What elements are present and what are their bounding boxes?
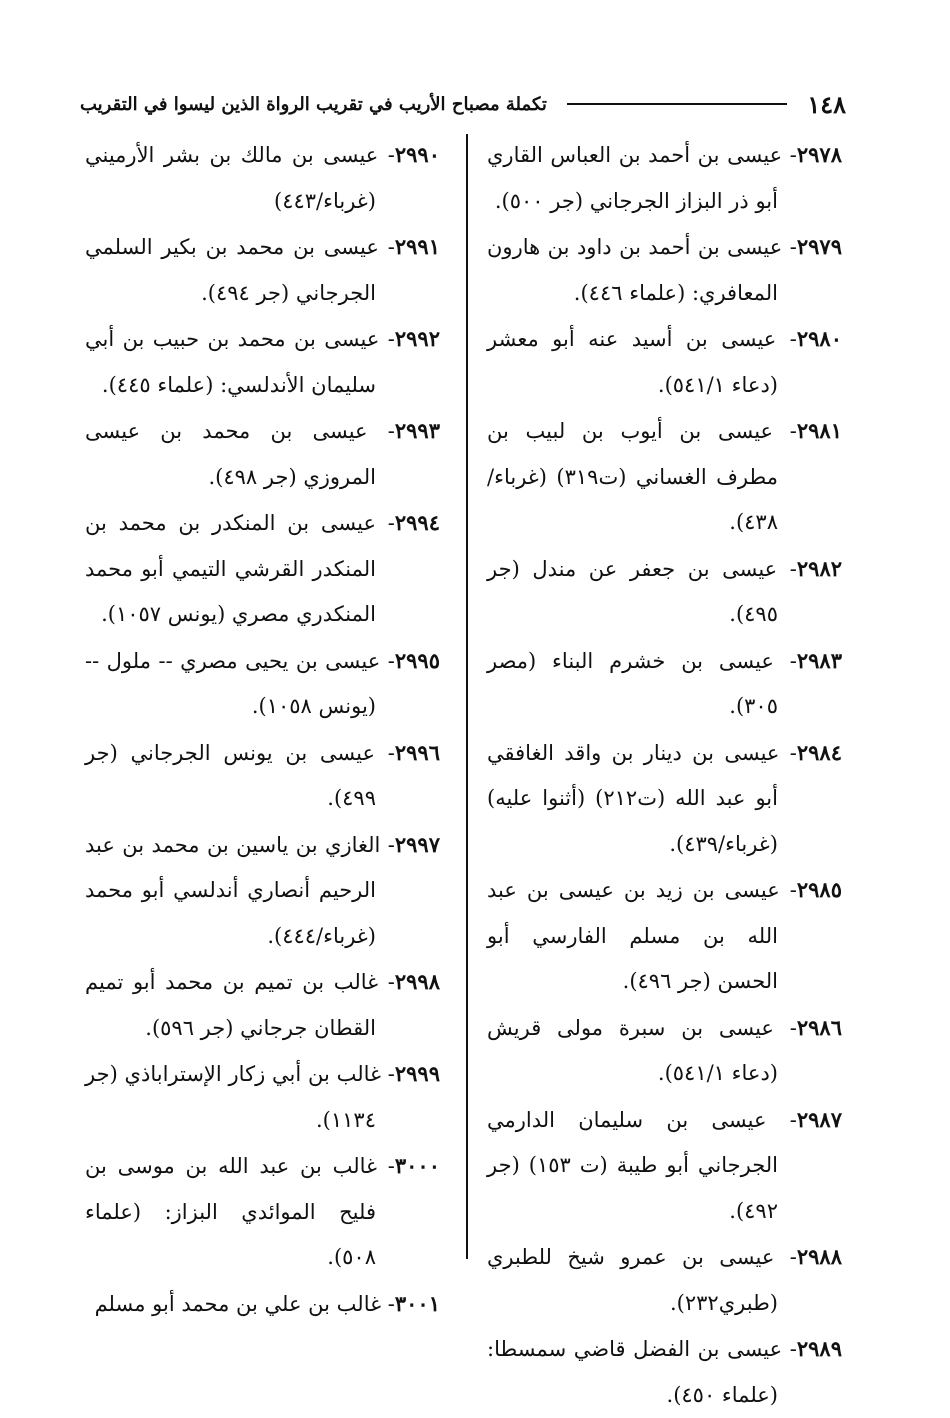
entry-text: عيسى بن يحيى مصري -- ملول -- (يونس ١٠٥٨). bbox=[85, 648, 381, 718]
entry-number: ٢٩٨٠ bbox=[796, 326, 842, 351]
entry-number: ٢٩٨٩ bbox=[796, 1336, 842, 1361]
entry-number: ٢٩٩٠ bbox=[394, 142, 440, 167]
entry: ٢٩٩٩- غالب بن أبي زكار الإستراباذي (جر ١١٣٤). bbox=[85, 1061, 440, 1132]
entry: ٢٩٨٤- عيسى بن دينار بن واقد الغافقي أبو عبد الله (ت٢١٢) (أثنوا عليه) (غرباء/٤٣٩). bbox=[487, 739, 842, 856]
entry-text: عيسى بن محمد بن حبيب بن أبي سليمان الأندلسي: (علماء ٤٤٥). bbox=[85, 327, 380, 397]
right-column bbox=[487, 132, 842, 1418]
entry-number: ٢٩٨٥ bbox=[796, 877, 842, 902]
header-rule bbox=[567, 103, 787, 105]
entry-text: الغازي بن ياسين بن محمد بن عبد الرحيم أنصاري أندلسي أبو محمد (غرباء/٤٤٤). bbox=[85, 832, 381, 948]
entry-number: ٢٩٩١ bbox=[394, 234, 440, 259]
entry: ٢٩٩٣- عيسى بن محمد بن عيسى المروزي (جر ٤٩٨). bbox=[85, 418, 440, 489]
entry: ٢٩٨٨- عيسى بن عمرو شيخ للطبري (طبري٢٣٢). bbox=[487, 1244, 842, 1315]
entry: ٢٩٨٢- عيسى بن جعفر عن مندل (جر ٤٩٥). bbox=[487, 555, 843, 626]
entry-number: ٢٩٩٢ bbox=[394, 326, 440, 351]
entry-number: ٢٩٩٨ bbox=[394, 969, 440, 994]
entry: ٢٩٩٥- عيسى بن يحيى مصري -- ملول -- (يونس ١٠٥٨). bbox=[85, 647, 440, 718]
entry-text: عيسى بن أحمد بن العباس القاري أبو ذر البزاز الجرجاني (جر ٥٠٠). bbox=[487, 143, 783, 213]
entry-text: عيسى بن يونس الجرجاني (جر ٤٩٩). bbox=[85, 740, 376, 810]
entry-number: ٢٩٨٨ bbox=[796, 1244, 842, 1269]
entry-text: عيسى بن أحمد بن داود بن هارون المعافري: (علماء ٤٤٦). bbox=[487, 235, 783, 305]
entry-number: ٢٩٩٩ bbox=[394, 1061, 440, 1086]
entry: ٢٩٨٥- عيسى بن زيد بن عيسى بن عبد الله بن مسلم الفارسي أبو الحسن (جر ٤٩٦). bbox=[487, 877, 842, 993]
entry: ٣٠٠٠- غالب بن عبد الله بن موسى بن فليح الموائدي البزاز: (علماء ٥٠٨). bbox=[85, 1153, 440, 1269]
entry: ٢٩٨٠- عيسى بن أسيد عنه أبو معشر (دعاء ٥٤١/١). bbox=[487, 326, 842, 397]
entry-number: ٢٩٧٨ bbox=[796, 142, 842, 167]
entry-number: ٢٩٨٢ bbox=[796, 555, 843, 581]
entry-text: عيسى بن مالك بن بشر الأرميني (غرباء/٤٤٣) bbox=[85, 143, 379, 213]
entry: ٢٩٨٦- عيسى بن سبرة مولى قريش (دعاء ٥٤١/١). bbox=[487, 1014, 842, 1085]
entry-number: ٢٩٨٤ bbox=[796, 739, 842, 765]
entry-number: ٣٠٠٠ bbox=[394, 1153, 440, 1178]
entry: ٢٩٨٩- عيسى بن الفضل قاضي سمسطا: (علماء ٤٥٠). bbox=[487, 1336, 842, 1407]
page-number: ١٤٨ bbox=[807, 89, 846, 119]
entry-number: ٢٩٩٤ bbox=[394, 510, 440, 535]
entry-text: عيسى بن سبرة مولى قريش (دعاء ٥٤١/١). bbox=[487, 1015, 778, 1085]
entry-text: عيسى بن خشرم البناء (مصر ٣٠٥). bbox=[487, 648, 778, 718]
left-column bbox=[85, 132, 440, 1327]
entry: ٢٩٩٧- الغازي بن ياسين بن محمد بن عبد الرحيم أنصاري أندلسي أبو محمد (غرباء/٤٤٤). bbox=[85, 831, 440, 948]
entry-text: غالب بن عبد الله بن موسى بن فليح الموائدي البزاز: (علماء ٥٠٨). bbox=[85, 1154, 377, 1269]
entry: ٢٩٩١- عيسى بن محمد بن بكير السلمي الجرجاني (جر ٤٩٤). bbox=[85, 234, 440, 305]
entry-text: غالب بن تميم بن محمد أبو تميم القطان جرجاني (جر ٥٩٦). bbox=[85, 970, 379, 1040]
entry-text: عيسى بن أسيد عنه أبو معشر (دعاء ٥٤١/١). bbox=[487, 327, 778, 397]
page-header bbox=[80, 88, 846, 120]
entry-number: ٢٩٨١ bbox=[796, 418, 842, 443]
entry-text: عيسى بن محمد بن عيسى المروزي (جر ٤٩٨). bbox=[85, 419, 376, 489]
entry-text: غالب بن علي بن محمد أبو مسلم bbox=[94, 1291, 382, 1316]
column-divider bbox=[466, 134, 468, 1259]
entry-text: عيسى بن الفضل قاضي سمسطا: (علماء ٤٥٠). bbox=[487, 1337, 783, 1407]
entry-text: عيسى بن دينار بن واقد الغافقي أبو عبد الله (ت٢١٢) (أثنوا عليه) (غرباء/٤٣٩). bbox=[487, 740, 780, 856]
entry: ٢٩٨١- عيسى بن أيوب بن لبيب بن مطرف الغساني (ت٣١٩) (غرباء/٤٣٨). bbox=[487, 418, 842, 534]
entry: ٢٩٧٨- عيسى بن أحمد بن العباس القاري أبو ذر البزاز الجرجاني (جر ٥٠٠). bbox=[487, 142, 842, 213]
entry-text: عيسى بن المنكدر بن محمد بن المنكدر القرشي التيمي أبو محمد المنكدري مصري (يونس ١٠٥٧). bbox=[85, 511, 376, 626]
entry-text: عيسى بن سليمان الدارمي الجرجاني أبو طيبة (ت ١٥٣) (جر ٤٩٢). bbox=[487, 1107, 778, 1223]
entry-text: غالب بن أبي زكار الإستراباذي (جر ١١٣٤). bbox=[85, 1062, 381, 1132]
entry-number: ٣٠٠١ bbox=[394, 1290, 440, 1316]
entry-number: ٢٩٩٣ bbox=[394, 418, 440, 443]
entry: ٢٩٩٤- عيسى بن المنكدر بن محمد بن المنكدر القرشي التيمي أبو محمد المنكدري مصري (يونس ١٠٥٧). bbox=[85, 510, 440, 626]
entry: ٢٩٩٢- عيسى بن محمد بن حبيب بن أبي سليمان الأندلسي: (علماء ٤٤٥). bbox=[85, 326, 440, 397]
entry: ٢٩٧٩- عيسى بن أحمد بن داود بن هارون المعافري: (علماء ٤٤٦). bbox=[487, 234, 842, 305]
entry-number: ٢٩٧٩ bbox=[796, 234, 842, 259]
entry-number: ٢٩٩٥ bbox=[394, 647, 440, 673]
entry-text: عيسى بن محمد بن بكير السلمي الجرجاني (جر ٤٩٤). bbox=[85, 235, 379, 305]
entry-text: عيسى بن زيد بن عيسى بن عبد الله بن مسلم الفارسي أبو الحسن (جر ٤٩٦). bbox=[487, 878, 780, 993]
entry-number: ٢٩٩٦ bbox=[394, 739, 440, 765]
entry: ٣٠٠١- غالب بن علي بن محمد أبو مسلم bbox=[94, 1290, 440, 1316]
entry: ٢٩٩٦- عيسى بن يونس الجرجاني (جر ٤٩٩). bbox=[85, 739, 440, 810]
running-title: تكملة مصباح الأريب في تقريب الرواة الذين ليسوا في التقريب bbox=[80, 93, 547, 115]
entry: ٢٩٨٣- عيسى بن خشرم البناء (مصر ٣٠٥). bbox=[487, 647, 842, 718]
entry-number: ٢٩٨٣ bbox=[796, 647, 842, 673]
entry-number: ٢٩٨٧ bbox=[796, 1106, 842, 1132]
entry: ٢٩٩٨- غالب بن تميم بن محمد أبو تميم القطان جرجاني (جر ٥٩٦). bbox=[85, 969, 440, 1040]
entry-number: ٢٩٨٦ bbox=[796, 1014, 842, 1040]
entry: ٢٩٨٧- عيسى بن سليمان الدارمي الجرجاني أبو طيبة (ت ١٥٣) (جر ٤٩٢). bbox=[487, 1106, 842, 1223]
entry-text: عيسى بن جعفر عن مندل (جر ٤٩٥). bbox=[487, 556, 778, 626]
entry-text: عيسى بن أيوب بن لبيب بن مطرف الغساني (ت٣١٩) (غرباء/٤٣٨). bbox=[487, 419, 778, 534]
entry: ٢٩٩٠- عيسى بن مالك بن بشر الأرميني (غرباء/٤٤٣) bbox=[85, 142, 440, 213]
entry-number: ٢٩٩٧ bbox=[394, 831, 440, 857]
entry-text: عيسى بن عمرو شيخ للطبري (طبري٢٣٢). bbox=[487, 1245, 778, 1315]
